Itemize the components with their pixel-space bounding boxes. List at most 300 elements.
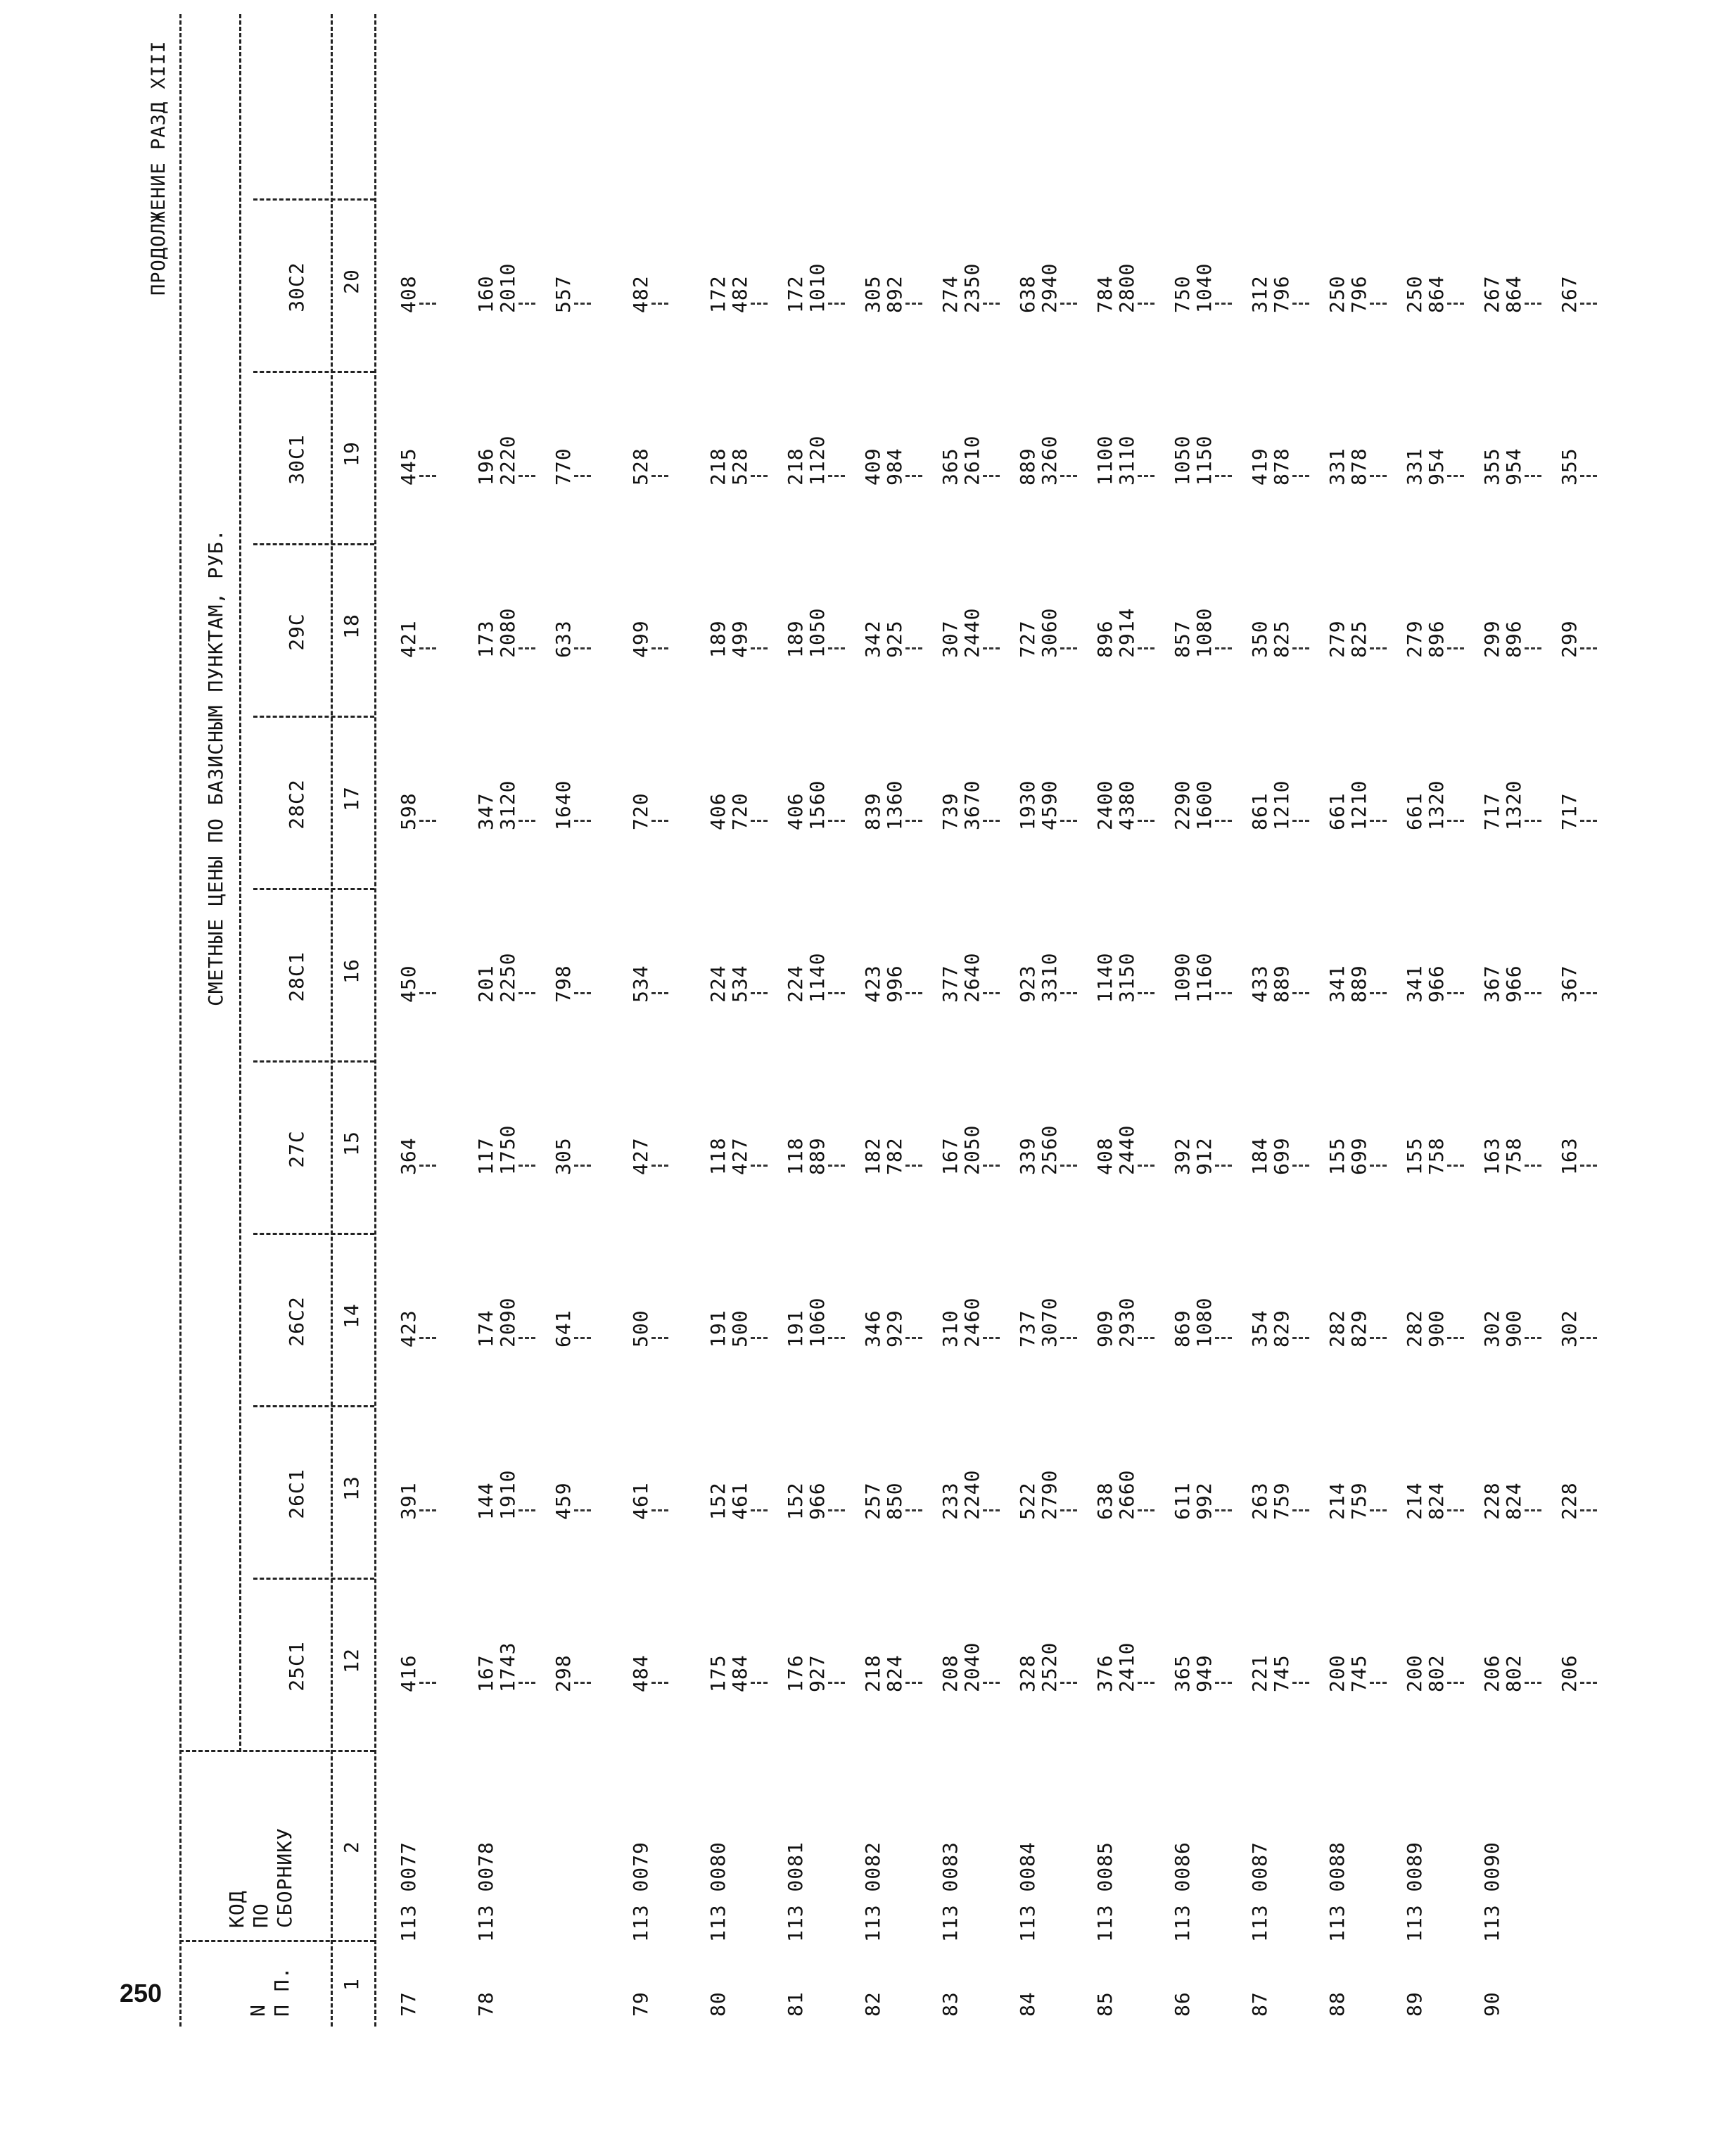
price-cell: [862, 545, 922, 718]
price-cell: [1558, 1580, 1597, 1752]
row-number: 77: [397, 1991, 420, 2017]
price-cell: [1326, 373, 1387, 545]
price-cell: [784, 201, 845, 373]
price-value: 798: [552, 965, 575, 1003]
price-value: 233: [939, 1482, 962, 1520]
price-cell: [1481, 1063, 1541, 1235]
price-value: 824: [1502, 1482, 1525, 1520]
price-value: 155: [1403, 1137, 1426, 1175]
price-value: 224: [784, 965, 807, 1003]
price-value: 1160: [1192, 952, 1216, 1003]
separator-mark: [828, 820, 845, 822]
price-group-header: 30С2: [285, 262, 308, 312]
separator-mark: [905, 1682, 922, 1684]
separator-mark: [751, 475, 768, 477]
price-cell: [862, 1407, 922, 1580]
price-cell: [707, 545, 768, 718]
row-number: 82: [861, 1991, 884, 2017]
separator-mark: [1215, 647, 1232, 649]
price-cell: [1481, 1580, 1541, 1752]
price-value: 802: [1502, 1654, 1525, 1692]
separator-mark: [1525, 303, 1541, 305]
price-value: 354: [1248, 1310, 1271, 1348]
separator-mark: [1370, 475, 1387, 477]
price-value: 829: [1347, 1310, 1370, 1348]
price-cell: [784, 1580, 845, 1752]
price-value: 163: [1558, 1137, 1581, 1175]
price-value: 2040: [960, 1642, 984, 1692]
price-value: 1320: [1502, 780, 1525, 830]
price-value: 864: [1502, 275, 1525, 313]
price-value: 2460: [960, 1297, 984, 1348]
separator-mark: [419, 1165, 436, 1167]
price-value: 824: [883, 1654, 906, 1692]
vrule-group: [253, 1060, 374, 1063]
separator-mark: [574, 475, 591, 477]
price-value: 2930: [1115, 1297, 1138, 1348]
price-cell: [939, 718, 1000, 890]
separator-mark: [651, 1337, 668, 1339]
price-value: 459: [552, 1482, 575, 1520]
separator-mark: [1447, 820, 1464, 822]
price-cell: [1326, 1235, 1387, 1407]
vrule-group: [253, 198, 374, 201]
price-value: 298: [552, 1654, 575, 1692]
price-value: 206: [1558, 1654, 1581, 1692]
price-value: 954: [1502, 448, 1525, 486]
price-value: 214: [1325, 1482, 1349, 1520]
price-value: 423: [861, 965, 884, 1003]
price-value: 342: [861, 620, 884, 658]
separator-mark: [519, 475, 535, 477]
price-cell: [1249, 201, 1309, 373]
price-value: 3110: [1115, 435, 1138, 486]
separator-mark: [1138, 1337, 1155, 1339]
price-cell: [784, 545, 845, 718]
row-number: 85: [1093, 1991, 1117, 2017]
price-cell: [475, 1407, 535, 1580]
price-cell: [1171, 545, 1232, 718]
price-value: 2440: [1115, 1124, 1138, 1175]
separator-mark: [751, 992, 768, 994]
separator-mark: [1292, 1509, 1309, 1511]
price-value: 2080: [496, 607, 519, 658]
separator-mark: [1215, 1682, 1232, 1684]
price-cell: [1558, 1235, 1597, 1407]
price-value: 2410: [1115, 1642, 1138, 1692]
price-value: 1050: [1171, 435, 1194, 486]
price-value: 191: [784, 1310, 807, 1348]
price-cell: [1017, 1580, 1077, 1752]
price-value: 408: [1093, 1137, 1117, 1175]
price-value: 341: [1325, 965, 1349, 1003]
price-value: 1140: [1093, 952, 1117, 1003]
price-cell: [1094, 1407, 1155, 1580]
table-row: [1249, 14, 1326, 2027]
separator-mark: [905, 475, 922, 477]
price-cell: [1249, 890, 1309, 1063]
separator-mark: [1580, 1682, 1597, 1684]
price-value: 346: [861, 1310, 884, 1348]
price-value: 191: [706, 1310, 730, 1348]
price-cell: [707, 1580, 768, 1752]
price-value: 350: [1248, 620, 1271, 658]
separator-mark: [519, 992, 535, 994]
table-row: [1558, 14, 1636, 2027]
price-value: 250: [1403, 275, 1426, 313]
price-value: 228: [1480, 1482, 1503, 1520]
price-value: 900: [1502, 1310, 1525, 1348]
price-cell: [1171, 1580, 1232, 1752]
price-cell: [475, 373, 535, 545]
price-cell: [939, 1407, 1000, 1580]
column-number: 1: [340, 1978, 363, 1991]
separator-mark: [983, 992, 1000, 994]
price-value: 152: [784, 1482, 807, 1520]
price-cell: [1094, 718, 1155, 890]
vrule-group: [253, 888, 374, 890]
column-number: 14: [340, 1303, 363, 1329]
price-value: 299: [1558, 620, 1581, 658]
column-number: 20: [340, 269, 363, 294]
price-cell: [1094, 201, 1155, 373]
price-group-header: 30С1: [285, 434, 308, 485]
price-group-header: 28С1: [285, 951, 308, 1002]
separator-mark: [1060, 647, 1077, 649]
price-value: 745: [1270, 1654, 1293, 1692]
price-value: 408: [397, 275, 420, 313]
price-cell: [552, 1063, 591, 1235]
separator-mark: [983, 1682, 1000, 1684]
price-cell: [1558, 1063, 1597, 1235]
price-cell: [1558, 373, 1597, 545]
separator-mark: [574, 1165, 591, 1167]
price-value: 996: [883, 965, 906, 1003]
price-value: 966: [806, 1482, 829, 1520]
separator-mark: [519, 1682, 535, 1684]
price-cell: [1558, 890, 1597, 1063]
price-cell: [1326, 545, 1387, 718]
price-cell: [707, 1063, 768, 1235]
price-value: 310: [939, 1310, 962, 1348]
price-value: 347: [474, 792, 497, 830]
row-code: 113 0078: [474, 1841, 497, 1942]
price-value: 2940: [1038, 262, 1061, 313]
row-number: 83: [939, 1991, 962, 2017]
table-row: [475, 14, 552, 2027]
table-row: [707, 14, 784, 2027]
separator-mark: [574, 992, 591, 994]
price-value: 200: [1403, 1654, 1426, 1692]
price-cell: [1404, 373, 1464, 545]
row-code: 113 0083: [939, 1841, 962, 1942]
separator-mark: [651, 820, 668, 822]
separator-mark: [651, 303, 668, 305]
rule-under-header: [331, 14, 333, 2027]
separator-mark: [983, 1165, 1000, 1167]
separator-mark: [1215, 992, 1232, 994]
separator-mark: [1370, 1682, 1387, 1684]
price-value: 661: [1403, 792, 1426, 830]
price-cell: [630, 201, 668, 373]
price-value: 2914: [1115, 607, 1138, 658]
price-value: 365: [1171, 1654, 1194, 1692]
price-value: 839: [861, 792, 884, 830]
price-value: 528: [629, 448, 652, 486]
price-group-header: 26С1: [285, 1469, 308, 1519]
separator-mark: [1580, 1509, 1597, 1511]
price-value: 279: [1403, 620, 1426, 658]
price-value: 896: [1502, 620, 1525, 658]
price-value: 850: [883, 1482, 906, 1520]
row-number: 87: [1248, 1991, 1271, 2017]
price-cell: [552, 373, 591, 545]
price-value: 484: [629, 1654, 652, 1692]
separator-mark: [751, 1165, 768, 1167]
price-value: 282: [1403, 1310, 1426, 1348]
separator-mark: [1370, 1509, 1387, 1511]
price-value: 484: [728, 1654, 751, 1692]
price-cell: [939, 545, 1000, 718]
column-number: 15: [340, 1131, 363, 1156]
price-cell: [1326, 1580, 1387, 1752]
price-cell: [862, 1063, 922, 1235]
price-cell: [1249, 545, 1309, 718]
price-value: 2050: [960, 1124, 984, 1175]
price-value: 302: [1558, 1310, 1581, 1348]
price-cell: [784, 718, 845, 890]
price-value: 1050: [806, 607, 829, 658]
table-row: [1094, 14, 1171, 2027]
separator-mark: [1447, 1165, 1464, 1167]
price-value: 416: [397, 1654, 420, 1692]
price-value: 482: [629, 275, 652, 313]
price-value: 331: [1325, 448, 1349, 486]
price-value: 796: [1270, 275, 1293, 313]
table-body: [397, 14, 1636, 2027]
row-number: 90: [1480, 1991, 1503, 2017]
separator-mark: [905, 992, 922, 994]
row-code: 113 0090: [1480, 1841, 1503, 1942]
price-value: 1040: [1192, 262, 1216, 313]
price-cell: [1171, 201, 1232, 373]
price-value: 2440: [960, 607, 984, 658]
price-value: 900: [1425, 1310, 1448, 1348]
price-value: 2800: [1115, 262, 1138, 313]
price-value: 1210: [1270, 780, 1293, 830]
price-cell: [1094, 545, 1155, 718]
price-cell: [1171, 1407, 1232, 1580]
price-cell: [552, 890, 591, 1063]
separator-mark: [905, 303, 922, 305]
price-cell: [1171, 890, 1232, 1063]
separator-mark: [983, 820, 1000, 822]
separator-mark: [1580, 647, 1597, 649]
table-row: [1171, 14, 1249, 2027]
row-code: 113 0087: [1248, 1841, 1271, 1942]
separator-mark: [574, 647, 591, 649]
separator-mark: [1370, 992, 1387, 994]
separator-mark: [651, 992, 668, 994]
separator-mark: [519, 1165, 535, 1167]
separator-mark: [1060, 303, 1077, 305]
price-value: 954: [1425, 448, 1448, 486]
group-underline: [239, 14, 241, 1752]
price-cell: [1404, 545, 1464, 718]
price-value: 739: [939, 792, 962, 830]
separator-mark: [1525, 1165, 1541, 1167]
price-cell: [1017, 1407, 1077, 1580]
table-row: [862, 14, 939, 2027]
price-cell: [1558, 201, 1597, 373]
separator-mark: [1447, 1509, 1464, 1511]
price-value: 534: [728, 965, 751, 1003]
separator-mark: [1060, 1509, 1077, 1511]
price-value: 1090: [1171, 952, 1194, 1003]
price-value: 782: [883, 1137, 906, 1175]
separator-mark: [1447, 1682, 1464, 1684]
price-cell: [707, 890, 768, 1063]
separator-mark: [1138, 647, 1155, 649]
separator-mark: [519, 647, 535, 649]
price-cell: [1094, 373, 1155, 545]
price-cell: [1017, 1063, 1077, 1235]
price-cell: [397, 1407, 436, 1580]
price-value: 825: [1270, 620, 1293, 658]
price-value: 717: [1558, 792, 1581, 830]
price-table-sheet: [141, 0, 1711, 2027]
price-value: 889: [1347, 965, 1370, 1003]
separator-mark: [519, 303, 535, 305]
price-cell: [552, 1580, 591, 1752]
price-value: 878: [1270, 448, 1293, 486]
price-value: 267: [1558, 275, 1581, 313]
price-value: 522: [1016, 1482, 1039, 1520]
separator-mark: [1447, 992, 1464, 994]
separator-mark: [1370, 1337, 1387, 1339]
price-value: 1750: [496, 1124, 519, 1175]
separator-mark: [1525, 647, 1541, 649]
price-value: 172: [706, 275, 730, 313]
separator-mark: [574, 1509, 591, 1511]
price-value: 611: [1171, 1482, 1194, 1520]
separator-mark: [1138, 303, 1155, 305]
separator-mark: [828, 1165, 845, 1167]
price-cell: [475, 1235, 535, 1407]
price-value: 365: [939, 448, 962, 486]
price-value: 1150: [1192, 435, 1216, 486]
price-value: 1910: [496, 1469, 519, 1520]
price-cell: [707, 373, 768, 545]
price-cell: [1249, 1235, 1309, 1407]
price-cell: [630, 1580, 668, 1752]
price-value: 341: [1403, 965, 1426, 1003]
price-cell: [1481, 890, 1541, 1063]
price-cell: [1326, 718, 1387, 890]
row-code: 113 0080: [706, 1841, 730, 1942]
separator-mark: [419, 475, 436, 477]
separator-mark: [419, 1337, 436, 1339]
separator-mark: [419, 303, 436, 305]
separator-mark: [419, 992, 436, 994]
separator-mark: [1215, 475, 1232, 477]
separator-mark: [751, 647, 768, 649]
separator-mark: [1138, 1682, 1155, 1684]
price-value: 305: [552, 1137, 575, 1175]
price-cell: [1017, 373, 1077, 545]
price-value: 421: [397, 620, 420, 658]
separator-mark: [419, 1682, 436, 1684]
row-code: 113 0089: [1403, 1841, 1426, 1942]
price-value: 758: [1425, 1137, 1448, 1175]
separator-mark: [1292, 820, 1309, 822]
row-number: 89: [1403, 1991, 1426, 2017]
price-cell: [552, 201, 591, 373]
price-value: 377: [939, 965, 962, 1003]
price-value: 1320: [1425, 780, 1448, 830]
vrule-group: [253, 371, 374, 373]
price-value: 802: [1425, 1654, 1448, 1692]
price-value: 869: [1171, 1310, 1194, 1348]
separator-mark: [1447, 647, 1464, 649]
separator-mark: [651, 1165, 668, 1167]
vrule-group: [253, 716, 374, 718]
price-value: 992: [1192, 1482, 1216, 1520]
price-cell: [1094, 1063, 1155, 1235]
price-value: 224: [706, 965, 730, 1003]
price-value: 717: [1480, 792, 1503, 830]
price-value: 2350: [960, 262, 984, 313]
separator-mark: [1060, 1337, 1077, 1339]
separator-mark: [905, 647, 922, 649]
price-value: 984: [883, 448, 906, 486]
price-cell: [784, 890, 845, 1063]
price-cell: [862, 201, 922, 373]
price-cell: [1558, 1407, 1597, 1580]
price-cell: [630, 1063, 668, 1235]
separator-mark: [1060, 1682, 1077, 1684]
price-cell: [862, 373, 922, 545]
row-code: 113 0086: [1171, 1841, 1194, 1942]
price-value: 391: [397, 1482, 420, 1520]
price-value: 2090: [496, 1297, 519, 1348]
separator-mark: [828, 647, 845, 649]
separator-mark: [1580, 1165, 1597, 1167]
separator-mark: [828, 303, 845, 305]
price-value: 949: [1192, 1654, 1216, 1692]
price-cell: [475, 1580, 535, 1752]
price-cell: [397, 890, 436, 1063]
price-value: 499: [629, 620, 652, 658]
rule-top: [179, 14, 182, 2027]
row-code: 113 0085: [1093, 1841, 1117, 1942]
separator-mark: [419, 1509, 436, 1511]
price-value: 2610: [960, 435, 984, 486]
price-cell: [552, 545, 591, 718]
price-cell: [1094, 1580, 1155, 1752]
separator-mark: [828, 1337, 845, 1339]
price-value: 274: [939, 275, 962, 313]
price-cell: [1404, 718, 1464, 890]
price-value: 221: [1248, 1654, 1271, 1692]
price-value: 638: [1093, 1482, 1117, 1520]
price-value: 1100: [1093, 435, 1117, 486]
price-value: 598: [397, 792, 420, 830]
price-value: 419: [1248, 448, 1271, 486]
price-value: 118: [706, 1137, 730, 1175]
price-value: 282: [1325, 1310, 1349, 1348]
price-value: 182: [861, 1137, 884, 1175]
